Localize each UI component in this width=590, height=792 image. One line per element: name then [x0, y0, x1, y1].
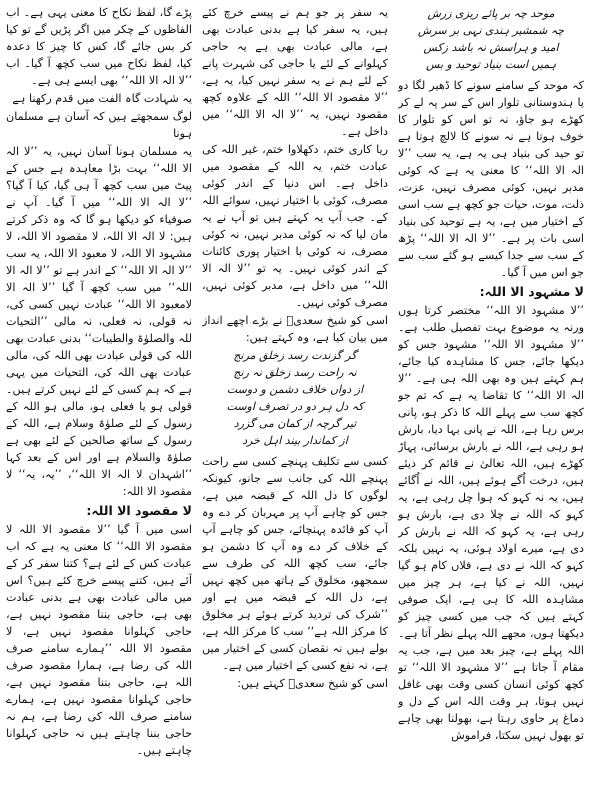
body-paragraph: یہ سفر پر جو ہم نے پیسے خرچ کئے ہیں، یہ سفر کیا ہے بدنی عبادت بھی ہے، مالی عبادت بھی ہے یہ حاجی کہلوانے کے لئے یا حاجی کی شہرت پانے کے لئے ہم نے یہ سفر نہیں کیا، یہ ہے، ’’لا مقصود الا اللہ‘‘ اللہ کے علاوہ کچھ مقصود نہیں، یہ ’’لا الہ الا اللہ‘‘ میں داخل ہے۔ [202, 6, 388, 138]
poetry-line: امید و ہراسش نہ باشد زکس [423, 41, 559, 54]
poetry-line: نہ راحت رسد زخلق نہ رنج [233, 366, 357, 379]
poetry-line: تیر گرچہ از کمان می گزرد [233, 417, 357, 430]
body-paragraph: پڑے گا، لفظ نکاح کا معنی یہی ہے۔ اب الفاظوں کے چکر میں اگر پڑیں گے تو کیا کر بس جائے گا، کس کا چیز کا دعدہ کیا، لفظ نکاح میں سب کچھ آ گیا۔ اب ’’لا الہ الا اللہ‘‘ بھی ایسے ہی ہے۔ [6, 6, 192, 87]
body-paragraph: یہ مسلمان ہونا آسان نہیں، یہ ’’لا الہ الا اللہ‘‘ بہت بڑا معاہدہ ہے جس کے پیٹ میں سب کچھ آ ہی گیا، کیا آ گیا؟ ’’لا الہ الا اللہ‘‘ میں آ گیا۔ آپ نے صوفیاء کو دیکھا ہو گا کہ وہ ذکر کرتے ہیں: لا الہ الا اللہ، لا مقصود الا اللہ، لا مشہود الا اللہ، لا معبود الا اللہ، یہ سب ’’لا الہ الا اللہ‘‘ کے اندر ہے تو ’’لا الہ الا اللہ‘‘ میں سب کچھ آ گیا ’’لا الہ الا لامعبود الا اللہ‘‘ عبادت نہیں کسی کی، نہ قولی، نہ فعلی، نہ مالی ’’التحیات للہ والصلوٰۃ والطیبات‘‘ بدنی عبادت بھی اللہ کی قولی عبادت بھی اللہ کی، مالی عبادت بھی اللہ کی، التحیات میں یہی ہے کہ ہم کسی کے لئے نہیں کرتے ہیں۔ قولی ہو یا فعلی ہو، مالی ہو اللہ کے رسول کے لئے صلوٰۃ وسلام ہے، اللہ کے رسول کے ساتھ صالحین کے لئے بھی ہے صلوٰۃ والسلام ہے اور اس کے بعد کہا ’’اشہدان لا الہ الا اللہ‘‘، ’’یہ، یہ‘‘ لا مقصود الا اللہ: [6, 145, 192, 498]
text-column-left [398, 4, 584, 788]
body-paragraph: ’’لا مشہود الا اللہ‘‘ مختصر کرتا ہوں ورنہ یہ موضوع بہت تفصیل طلب ہے۔ ’’لا مشہود الا اللہ‘‘ مشہود جس کو دیکھا جائے، جس کا مشاہدہ کیا جائے، ہم کہتے ہیں وہ بھی اللہ ہی ہے۔ ’’لا الہ الا اللہ‘‘ کا تقاضا یہ ہے کہ تم جو کچھ سب سے پہلے اللہ کا ذکر ہو، پانی برس رہا ہے، اللہ نے پانی بہا دیا، بارش ہو رہی ہے، اللہ نے بارش برسائی، پہاڑ کھڑے ہیں، اللہ تعالیٰ نے قائم کر دیئے ہیں، درخت اُگے ہوئے ہیں، اللہ نے اُگائے ہیں، یہ نہ کہو کہ ہوا چل رہی ہے، یہ کہو کہ اللہ نے چلا دی ہے، بارش ہو رہی ہے، یہ کہو کہ اللہ نے بارش کر دی ہے، میرے اولاد ہوئی، یہ نہیں بلکہ کہو کہ اللہ نے دی ہے، فلاں کام ہو گیا نہیں، اللہ نے کیا ہے، ہر چیز میں مشاہدہ اللہ کا ہی ہے، ایک صوفی کہتے ہیں کہ جب میں کسی چیز کو دیکھتا ہوں، مجھے اللہ پہلے نظر آتا ہے۔ اللہ پہلے ہے، چیز بعد میں ہے، جب یہ مقام آ جاتا ہے ’’لا مشہود الا اللہ‘‘ تو کچھ کوئی انسان کسی وقت بھی غافل نہیں ہوتا، ہر وقت اللہ اس کے دل و دماغ پر حاوی رہتا ہے، بھولنا بھی چاہے تو بھول نہیں سکتا، فراموش [398, 304, 584, 742]
body-paragraph: ریا کاری ختم، دکھلاوا ختم، غیر اللہ کی عبادت ختم، یہ اللہ کے مقصود میں داخل ہے۔ اس دنیا کے اندر کوئی مصرف، کوئی با اختیار نہیں، سوائے اللہ کے۔ جب آپ یہ کہتے ہیں تو آپ نے یہ مان لیا کہ نہ کوئی مدبر نہیں، نہ کوئی مصرف، نہ کوئی با اختیار پوری کائنات کے اندر کوئی نہیں۔ یہ تو ’’لا الہ الا اللہ‘‘ میں داخل ہے، مدبر کوئی نہیں، مصرف کوئی نہیں۔ [202, 143, 388, 309]
text-column-middle [202, 4, 388, 788]
text-column-right [6, 4, 192, 788]
body-paragraph: اسی کو شیخ سعدیؒ کہتے ہیں: [237, 677, 388, 690]
poetry-line: کہ دل ہر دو در تصرف اوست [226, 400, 364, 413]
body-paragraph: لوگ سمجھتے ہیں کہ آسان ہے مسلمان ہونا [6, 110, 192, 140]
poetry-line: چہ شمشیر ہندی نہی بر سرش [417, 24, 565, 37]
body-paragraph: اسی میں آ گیا ’’لا مقصود الا اللہ لا مقصود الا اللہ‘‘ کا معنی یہ ہے کہ اب عبادت کس کے لئے ہے؟ کتنا سفر کر کے آئے ہیں، کتنے پیسے خرچ کئے ہیں؟ اس میں مالی عبادت بھی ہے بدنی عبادت بھی ہے، حاجی بننا مقصود نہیں ہے، حاجی کہلوانا مقصود نہیں ہے، لا مقصود الا اللہ ’’ہمارے سامنے صرف اللہ کی رضا ہے، ہمارا مقصود صرف اللہ ہے، حاجی بننا مقصود نہیں ہے، حاجی کہلوانا مقصود نہیں ہے، ہمارے سامنے صرف اللہ کی رضا ہے، ہم نہ حاجی بننا چاہتے ہیں نہ حاجی کہلوانا چاہتے ہیں۔ [6, 523, 192, 757]
body-paragraph: یہ شہادت گاہ الفت میں قدم رکھنا ہے [12, 92, 192, 105]
poetry-line: موحد چہ بر پائے ریزی زرش [427, 7, 555, 20]
document-page [6, 4, 584, 788]
poetry-line: گر گزندت رسد زخلق مرنج [233, 349, 357, 362]
section-heading: لا مقصود الا اللہ: [86, 503, 192, 518]
poetry-line: ہمیں است بنیاد توحید و بس [425, 58, 557, 71]
section-heading: لا مشہود الا اللہ: [479, 284, 584, 299]
poetry-line: از دواں خلاف دشمن و دوست [226, 383, 364, 396]
poetry-verse-block [202, 348, 388, 449]
body-paragraph: کہ موحد کے سامنے سونے کا ڈھیر لگا دو یا ہندوستانی تلوار اس کے سر پہ لے کر کھڑے ہو جاؤ، نہ تو اس کو تلوار کا خوف ہوتا ہے نہ سونے کا لالچ ہوتا ہے تو حید کی بنیاد ہی یہ ہے، یہ سب ’’لا الہ الا اللہ‘‘ کا معنی یہ ہے کہ کوئی مدبر نہیں، کوئی مصرف نہیں، عزت، ذلت، موت، حیات جو کچھ ہے سب اسی کے اختیار میں ہے، یہ ہے توحید کی بنیاد اسی بات پر ہے۔ ’’لا الہ الا اللہ‘‘ پڑھ کے سب سے جدا کیسے ہو گئے سب سے جو اس میں آ گیا۔ [398, 79, 584, 279]
body-paragraph: کسی سے تکلیف پہنچے کسی سے راحت پہنچے اللہ کی جانب سے جانو، کیونکہ لوگوں کا دل اللہ کے قبضہ میں ہے، جس کو چاہے آپ پر مہربان کر دے وہ آپ کو فائدہ پہنچائے، جس کو چاہے آپ کے خلاف کر دے وہ آپ کا دشمن ہو جائے، سب کچھ اللہ کی طرف سے سمجھو، مخلوق کے ہاتھ میں کچھ نہیں ہے، دل اللہ کے قبضہ میں ہے اور ’’شرک کی تردید کرتے ہوئے ہر مخلوق کا مرکز اللہ ہے‘‘ سب کا مرکز اللہ ہے، بولے ہیں نہ نقصان کسی کے اختیار میں ہے، نہ نفع کسی کے اختیار میں ہے۔ [202, 455, 388, 672]
poetry-line: از کماندار بیند اہل خرد [242, 434, 348, 447]
poetry-verse-block [398, 6, 584, 73]
body-paragraph: اسی کو شیخ سعدیؒ نے بڑے اچھے انداز میں بیان کیا ہے، وہ کہتے ہیں: [202, 314, 388, 344]
